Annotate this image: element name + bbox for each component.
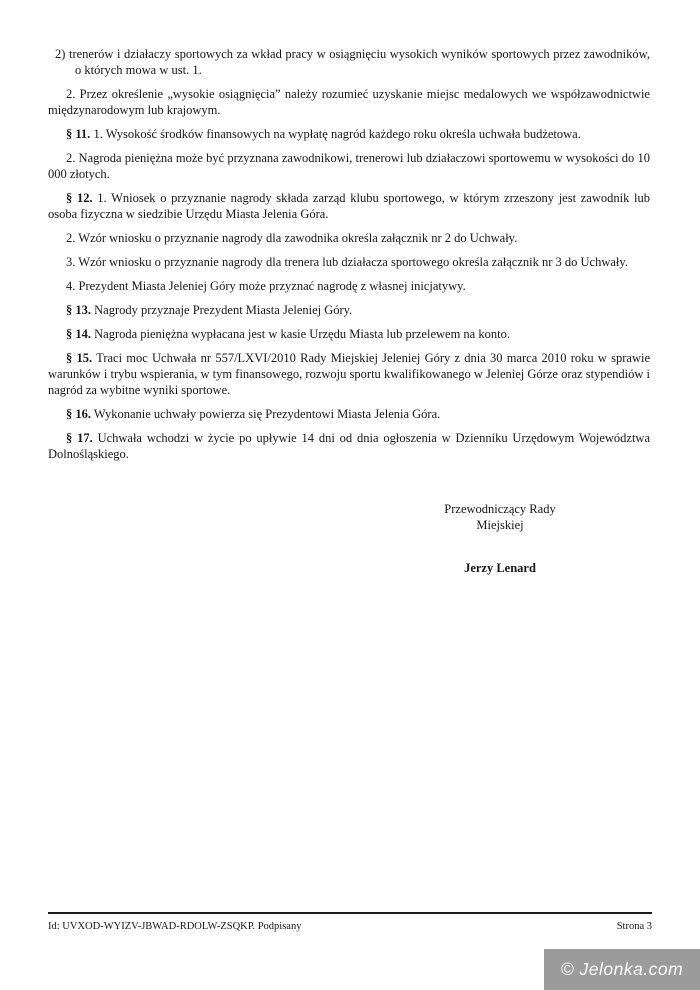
paragraph: 2. Wzór wniosku o przyznanie nagrody dla zawodnika określa załącznik nr 2 do Uchwały. <box>66 231 518 245</box>
footer-divider <box>48 912 652 914</box>
paragraph: § 15. Traci moc Uchwała nr 557/LXVI/2010 Rady Miejskiej Jeleniej Góry z dnia 30 marca 2010 roku w sprawie warunków i trybu wspierania, w tym finansowego, rozwoju sportu kwalifikowanego w Jeleniej Górze oraz stypendiów i nagród za wybitne wyniki sportowe. <box>48 351 651 397</box>
section-number: § 12. <box>66 191 93 205</box>
section-number: § 11. <box>66 127 91 141</box>
page-number: Strona 3 <box>616 921 652 932</box>
jelonka-watermark: © Jelonka.com <box>544 949 700 990</box>
paragraph: 2) trenerów i działaczy sportowych za wkład pracy w osiągnięciu wysokich wyników sportowych przez zawodników, o których mowa w ust. 1. <box>55 47 650 77</box>
section-number: § 13. <box>66 303 91 317</box>
paragraph: § 17. Uchwała wchodzi w życie po upływie 14 dni od dnia ogłoszenia w Dzienniku Urzędowym Województwa Dolnośląskiego. <box>48 431 651 461</box>
signature-title-line2: Miejskiej <box>476 518 524 532</box>
page-footer <box>48 920 652 934</box>
paragraph: 4. Prezydent Miasta Jeleniej Góry może przyznać nagrodę z własnej inicjatywy. <box>66 279 466 293</box>
document-body <box>48 46 650 470</box>
paragraph: § 16. Wykonanie uchwały powierza się Prezydentowi Miasta Jelenia Góra. <box>66 407 441 421</box>
paragraph: 3. Wzór wniosku o przyznanie nagrody dla trenera lub działacza sportowego określa załącznik nr 3 do Uchwały. <box>66 255 628 269</box>
section-number: § 16. <box>66 407 91 421</box>
signature-block <box>378 501 622 576</box>
signatory-name: Jerzy Lenard <box>464 561 536 575</box>
paragraph: § 14. Nagroda pieniężna wypłacana jest w kasie Urzędu Miasta lub przelewem na konto. <box>66 327 510 341</box>
paragraph: § 12. 1. Wniosek o przyznanie nagrody składa zarząd klubu sportowego, w którym zrzeszony jest zawodnik lub osoba fizyczna w siedzibie Urzędu Miasta Jelenia Góra. <box>48 191 650 221</box>
document-id: Id: UVXOD-WYIZV-JBWAD-RDOLW-ZSQKP. Podpisany <box>48 921 302 932</box>
section-number: § 15. <box>66 351 93 365</box>
paragraph: § 11. 1. Wysokość środków finansowych na wypłatę nagród każdego roku określa uchwała budżetowa. <box>66 127 581 141</box>
section-number: § 14. <box>66 327 91 341</box>
paragraph: § 13. Nagrody przyznaje Prezydent Miasta Jeleniej Góry. <box>66 303 353 317</box>
paragraph: 2. Przez określenie „wysokie osiągnięcia” należy rozumieć uzyskanie miejsc medalowych we współzawodnictwie międzynarodowym lub krajowym. <box>48 87 650 117</box>
section-number: § 17. <box>66 431 93 445</box>
signature-title-line1: Przewodniczący Rady <box>444 502 556 516</box>
paragraph: 2. Nagroda pieniężna może być przyznana zawodnikowi, trenerowi lub działaczowi sportowemu w wysokości do 10 000 złotych. <box>48 151 650 181</box>
